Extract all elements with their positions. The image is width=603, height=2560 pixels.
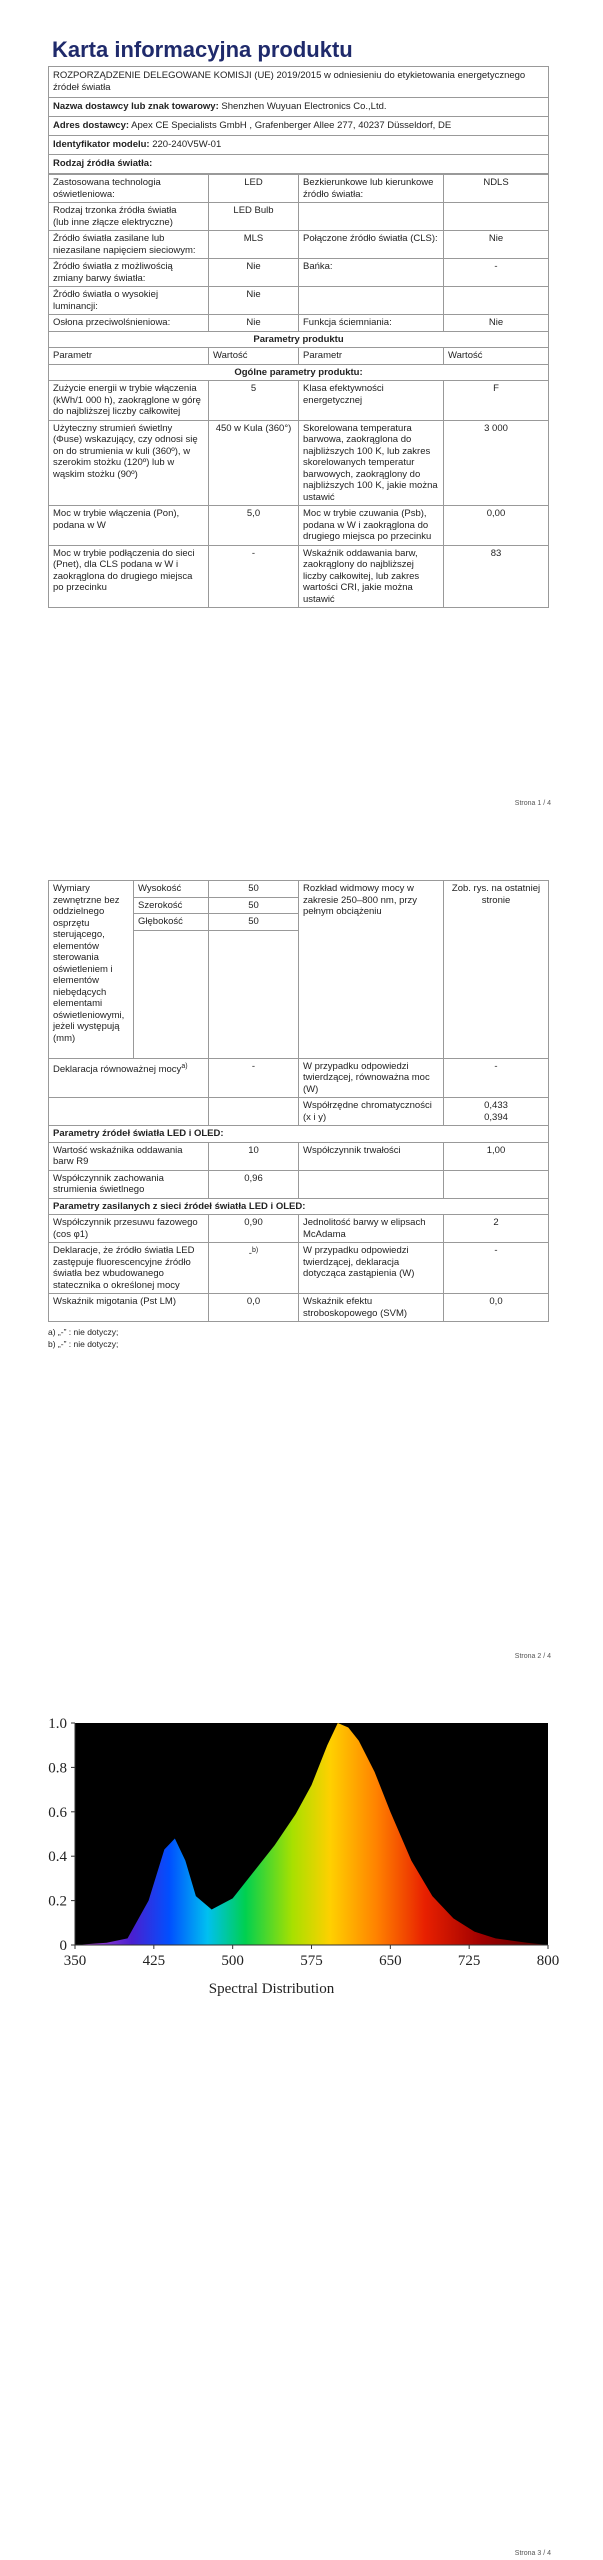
y-tick-label: 1.0 xyxy=(48,1716,67,1732)
table-row: Osłona przeciwolśnieniowa: Nie Funkcja ściemniania: Nie xyxy=(49,315,549,332)
supplier-label: Nazwa dostawcy lub znak towarowy: xyxy=(53,101,219,112)
address-row xyxy=(49,117,548,136)
page-1-content xyxy=(48,28,549,608)
x-tick-label: 500 xyxy=(221,1953,244,1969)
regulation-text: ROZPORZĄDZENIE DELEGOWANE KOMISJI (UE) 2019/2015 w odniesieniu do etykietowania energetycznego źródeł światła xyxy=(49,67,548,98)
page-number: Strona 3 / 4 xyxy=(514,2550,551,2557)
table-row: Wartość wskaźnika oddawania barw R9 10 Współczynnik trwałości 1,00 xyxy=(49,1142,549,1170)
address-label: Adres dostawcy: xyxy=(53,120,130,131)
supplier-value: Shenzhen Wuyuan Electronics Co.,Ltd. xyxy=(221,101,387,112)
table-row: Użyteczny strumień świetlny (Φuse) wskazujący, czy odnosi się on do strumienia w kuli (360º), w szerokim stożku (120º) lub w wąskim stożku (90º) 450 w Kula (360°) Skorelowana temperatura barwowa, zaokrąglona do najbliższych 100 K, lub zakres skorelowanych temperatur barwowych, zaokrąglony do najbliższych 100 K, jakie można ustawić 3 000 xyxy=(49,420,549,506)
column-header-row: Parametr Wartość Parametr Wartość xyxy=(49,348,549,365)
y-tick-label: 0.8 xyxy=(48,1760,67,1777)
footnote-a: a) „-” : nie dotyczy; xyxy=(48,1327,119,1337)
table-row: Wskaźnik migotania (Pst LM) 0,0 Wskaźnik efektu stroboskopowego (SVM) 0,0 xyxy=(49,1294,549,1322)
x-tick-label: 650 xyxy=(379,1953,402,1969)
table-row: Źródło światła o wysokiej luminancji: Nie xyxy=(49,287,549,315)
y-tick-label: 0.4 xyxy=(48,1849,67,1866)
x-axis-label: Spectral Distribution xyxy=(208,1981,335,1997)
page-2 xyxy=(0,880,603,1680)
x-tick-label: 575 xyxy=(300,1953,323,1969)
led-header-row: Parametry źródeł światła LED i OLED: xyxy=(49,1126,549,1143)
table-row: Zastosowana technologia oświetleniowa: LED Bezkierunkowe lub kierunkowe źródło światła: NDLS xyxy=(49,175,549,203)
table-row: Wymiary zewnętrzne bez oddzielnego osprzętu sterującego, elementów sterowania oświetleniem i elementów niebędących elementami oświetleniowymi, jeżeli występują (mm) Wysokość 50 Rozkład widmowy mocy w zakresie 250–800 nm, przy pełnym obciążeniu Zob. rys. na ostatniej stronie xyxy=(49,881,549,898)
table-row: Zużycie energii w trybie włączenia (kWh/1 000 h), zaokrąglone w górę do najbliższej liczby całkowitej 5 Klasa efektywności energetycznej F xyxy=(49,381,549,421)
x-tick-label: 800 xyxy=(536,1953,560,1969)
address-value: Apex CE Specialists GmbH , Grafenberger Allee 277, 40237 Düsseldorf, DE xyxy=(131,120,452,131)
model-label: Identyfikator modelu: xyxy=(53,139,150,150)
table-row: Deklaracje, że źródło światła LED zastępuje fluorescencyjne źródło światła bez wbudowanego statecznika o określonej mocy -$^{b)}$ W przypadku odpowiedzi twierdzącej, deklaracja dotycząca zastąpienia (W) - xyxy=(49,1243,549,1294)
light-type-header: Rodzaj źródła światła: xyxy=(53,158,153,169)
page-3 xyxy=(0,1705,603,2560)
model-row xyxy=(49,136,548,155)
mains-header-row: Parametry zasilanych z sieci źródeł światła LED i OLED: xyxy=(49,1198,549,1215)
footnote-b: b) „-” : nie dotyczy; xyxy=(48,1339,119,1349)
y-tick-label: 0 xyxy=(59,1938,67,1954)
footnotes xyxy=(48,1326,549,1350)
page-number: Strona 2 / 4 xyxy=(514,1653,551,1660)
table-row: Źródło światła z możliwością zmiany barwy światła: Nie Bańka: - xyxy=(49,259,549,287)
y-tick-label: 0.6 xyxy=(48,1804,67,1821)
params-header-row: Parametry produktu xyxy=(49,331,549,348)
table-row: Szerokość 50 xyxy=(49,897,549,914)
header-box xyxy=(48,66,549,174)
table-row: Źródło światła zasilane lub niezasilane napięciem sieciowym: MLS Połączone źródło światła (CLS): Nie xyxy=(49,231,549,259)
page-1 xyxy=(0,0,603,820)
model-value: 220-240V5W-01 xyxy=(152,139,222,150)
page-2-content xyxy=(48,880,549,1350)
table-row: Głębokość 50 xyxy=(49,914,549,931)
chart-plot-area xyxy=(48,1716,559,1997)
table-row: Współczynnik zachowania strumienia świetlnego 0,96 xyxy=(49,1170,549,1198)
page-title: Karta informacyjna produktu xyxy=(52,37,353,62)
params-table-cont xyxy=(48,880,549,1322)
x-tick-label: 350 xyxy=(63,1953,87,1969)
x-tick-label: 425 xyxy=(142,1953,166,1969)
table-row: Deklaracja równoważnej mocy$^{a)}$ - W przypadku odpowiedzi twierdzącej, równoważna moc (W) - xyxy=(49,1058,549,1098)
spectral-distribution-chart xyxy=(0,1705,603,2005)
table-row: Rodzaj trzonka źródła światła (lub inne złącze elektryczne) LED Bulb xyxy=(49,203,549,231)
table-row: Współrzędne chromatyczności (x i y) 0,433 0,394 xyxy=(49,1098,549,1126)
light-type-table xyxy=(48,174,549,608)
table-row: Moc w trybie włączenia (Pon), podana w W 5,0 Moc w trybie czuwania (Psb), podana w W i zaokrąglona do drugiego miejsca po przecinku 0,00 xyxy=(49,506,549,546)
page-number: Strona 1 / 4 xyxy=(514,800,551,807)
table-row: Moc w trybie podłączenia do sieci (Pnet), dla CLS podana w W i zaokrąglona do drugiego miejsca po przecinku - Wskaźnik oddawania barw, zaokrąglony do najbliższej liczby całkowitej, lub zakres wartości CRI, jakie można ustawić 83 xyxy=(49,545,549,608)
x-tick-label: 725 xyxy=(457,1953,481,1969)
table-row: Współczynnik przesuwu fazowego (cos φ1) 0,90 Jednolitość barwy w elipsach McAdama 2 xyxy=(49,1215,549,1243)
y-tick-label: 0.2 xyxy=(48,1893,67,1910)
supplier-row xyxy=(49,98,548,117)
general-header-row: Ogólne parametry produktu: xyxy=(49,364,549,381)
